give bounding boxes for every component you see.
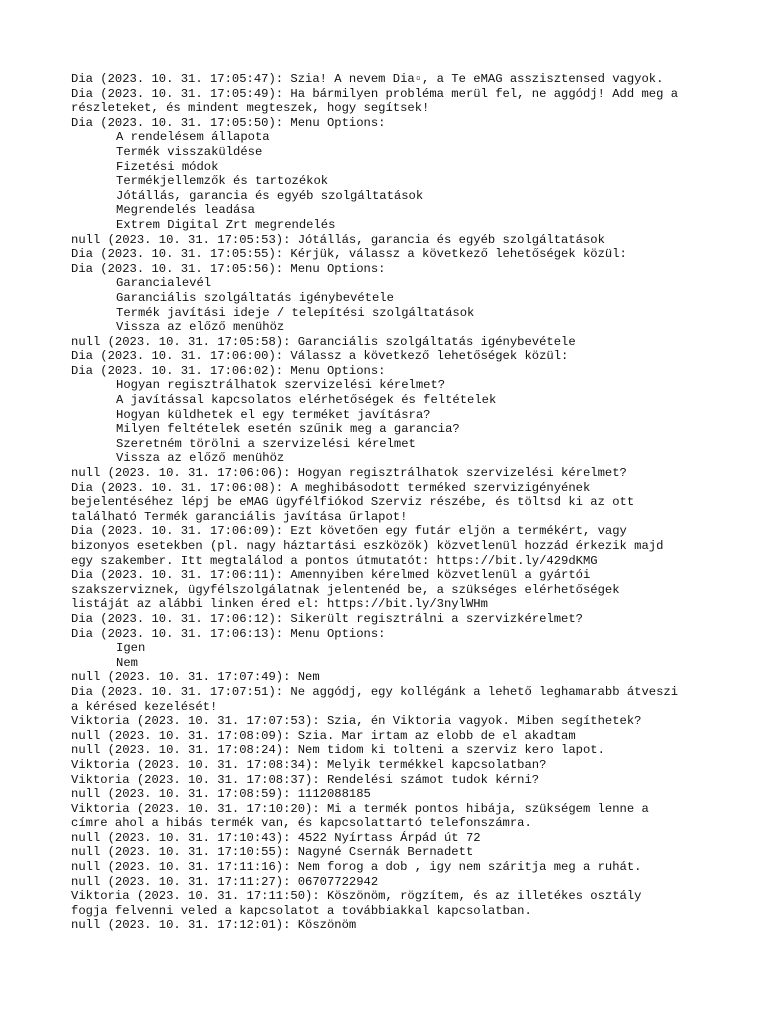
transcript-line: fogja felvenni veled a kapcsolatot a továbbiakkal kapcsolatban. — [71, 903, 532, 918]
transcript-line: Viktoria (2023. 10. 31. 17:10:20): Mi a termék pontos hibája, szükségem lenne a — [71, 801, 649, 816]
transcript-line: null (2023. 10. 31. 17:06:06): Hogyan regisztrálhatok szervizelési kérelmet? — [71, 466, 627, 481]
menu-option-line: Hogyan küldhetek el egy terméket javításra? — [116, 407, 431, 422]
menu-option-line: Hogyan regisztrálhatok szervizelési kérelmet? — [116, 378, 446, 393]
transcript-line: Viktoria (2023. 10. 31. 17:08:37): Rendelési számot tudok kérni? — [71, 772, 540, 787]
transcript-line: null (2023. 10. 31. 17:11:27): 06707722942 — [71, 874, 379, 889]
transcript-line: Dia (2023. 10. 31. 17:06:12): Sikerült regisztrálni a szervizkérelmet? — [71, 611, 583, 626]
transcript-line: Dia (2023. 10. 31. 17:05:47): Szia! A nevem Dia▫, a Te eMAG asszisztensed vagyok. — [71, 72, 664, 86]
menu-option-line: Nem — [116, 655, 138, 670]
transcript-line: Dia (2023. 10. 31. 17:05:56): Menu Options: — [71, 261, 386, 276]
menu-option-line: Termék visszaküldése — [116, 144, 263, 159]
menu-option-line: Vissza az előző menühöz — [116, 320, 285, 335]
transcript-line: Viktoria (2023. 10. 31. 17:11:50): Köszönöm, rögzítem, és az illetékes osztály — [71, 889, 642, 904]
transcript-line: null (2023. 10. 31. 17:08:24): Nem tidom ki tolteni a szerviz kero lapot. — [71, 743, 605, 758]
transcript-line: null (2023. 10. 31. 17:12:01): Köszönöm — [71, 918, 357, 933]
transcript-line: Viktoria (2023. 10. 31. 17:08:34): Melyik termékkel kapcsolatban? — [71, 757, 547, 772]
transcript-line: Dia (2023. 10. 31. 17:05:50): Menu Options: — [71, 115, 386, 130]
transcript-line: Dia (2023. 10. 31. 17:06:09): Ezt követően egy futár eljön a termékért, vagy — [71, 524, 627, 539]
menu-option-line: Termék javítási ideje / telepítési szolgáltatások — [116, 305, 475, 320]
menu-option-line: Termékjellemzők és tartozékok — [116, 174, 329, 189]
transcript-line: Dia (2023. 10. 31. 17:06:00): Válassz a következő lehetőségek közül: — [71, 349, 569, 364]
transcript-line: null (2023. 10. 31. 17:10:55): Nagyné Csernák Bernadett — [71, 845, 474, 860]
transcript-line: null (2023. 10. 31. 17:08:09): Szia. Mar irtam az elobb de el akadtam — [71, 728, 576, 743]
transcript-line: Dia (2023. 10. 31. 17:06:11): Amennyiben kérelmed közvetlenül a gyártói — [71, 568, 591, 583]
menu-option-line: Garanciális szolgáltatás igénybevétele — [116, 290, 394, 305]
transcript-line: található Termék garanciális javítása űrlapot! — [71, 509, 408, 524]
transcript-line: Dia (2023. 10. 31. 17:06:08): A meghibásodott terméked szervizigényének — [71, 480, 591, 495]
transcript-line: bejelentéséhez lépj be eMAG ügyfélfiókod Szerviz részébe, és töltsd ki az ott — [71, 495, 635, 510]
menu-option-line: Szeretném törölni a szervizelési kérelmet — [116, 436, 416, 451]
menu-option-line: Extrem Digital Zrt megrendelés — [116, 217, 336, 232]
transcript-line: részleteket, és mindent megteszek, hogy segítsek! — [71, 101, 430, 116]
menu-option-line: Fizetési módok — [116, 159, 219, 174]
menu-option-line: Jótállás, garancia és egyéb szolgáltatások — [116, 188, 424, 203]
menu-option-line: Milyen feltételek esetén szűnik meg a garancia? — [116, 422, 460, 437]
menu-option-line: A rendelésem állapota — [116, 130, 270, 145]
transcript-line: a kérésed kezelését! — [71, 699, 218, 714]
menu-option-line: Megrendelés leadása — [116, 203, 255, 218]
menu-option-line: Garancialevél — [116, 276, 212, 291]
transcript-line: Dia (2023. 10. 31. 17:05:49): Ha bármilyen probléma merül fel, ne aggódj! Add meg a — [71, 86, 679, 101]
transcript-line: egy szakember. Itt megtalálod a pontos útmutatót: https://bit.ly/429dKMG — [71, 553, 598, 568]
transcript-line: null (2023. 10. 31. 17:05:58): Garanciális szolgáltatás igénybevétele — [71, 334, 576, 349]
transcript-line: bizonyos esetekben (pl. nagy háztartási eszközök) közvetlenül hozzád érkezik majd — [71, 539, 664, 553]
transcript-line: címre ahol a hibás termék van, és kapcsolattartó telefonszámra. — [71, 816, 532, 831]
menu-option-line: A javítással kapcsolatos elérhetőségek és feltételek — [116, 393, 497, 408]
transcript-line: null (2023. 10. 31. 17:10:43): 4522 Nyírtass Árpád út 72 — [71, 830, 481, 845]
transcript-line: Dia (2023. 10. 31. 17:05:55): Kérjük, válassz a következő lehetőségek közül: — [71, 247, 627, 262]
transcript-line: null (2023. 10. 31. 17:05:53): Jótállás, garancia és egyéb szolgáltatások — [71, 232, 605, 247]
transcript-line: null (2023. 10. 31. 17:07:49): Nem — [71, 670, 320, 685]
transcript-line: Dia (2023. 10. 31. 17:06:13): Menu Options: — [71, 626, 386, 641]
transcript-line: null (2023. 10. 31. 17:08:59): 1112088185 — [71, 787, 371, 802]
transcript-line: listáját az alábbi linken éred el: https://bit.ly/3nylWHm — [71, 597, 488, 612]
transcript-line: Viktoria (2023. 10. 31. 17:07:53): Szia, én Viktoria vagyok. Miben segíthetek? — [71, 714, 642, 729]
menu-option-line: Igen — [116, 641, 146, 656]
transcript-line: null (2023. 10. 31. 17:11:16): Nem forog a dob , igy nem száritja meg a ruhát. — [71, 860, 642, 875]
transcript-line: szakszerviznek, ügyfélszolgálatnak jelentenéd be, a szükséges elérhetőségek — [71, 582, 620, 597]
transcript-line: Dia (2023. 10. 31. 17:06:02): Menu Options: — [71, 363, 386, 378]
transcript-line: Dia (2023. 10. 31. 17:07:51): Ne aggódj, egy kollégánk a lehető leghamarabb átveszi — [71, 684, 679, 699]
chat-transcript — [71, 72, 711, 933]
menu-option-line: Vissza az előző menühöz — [116, 451, 285, 466]
